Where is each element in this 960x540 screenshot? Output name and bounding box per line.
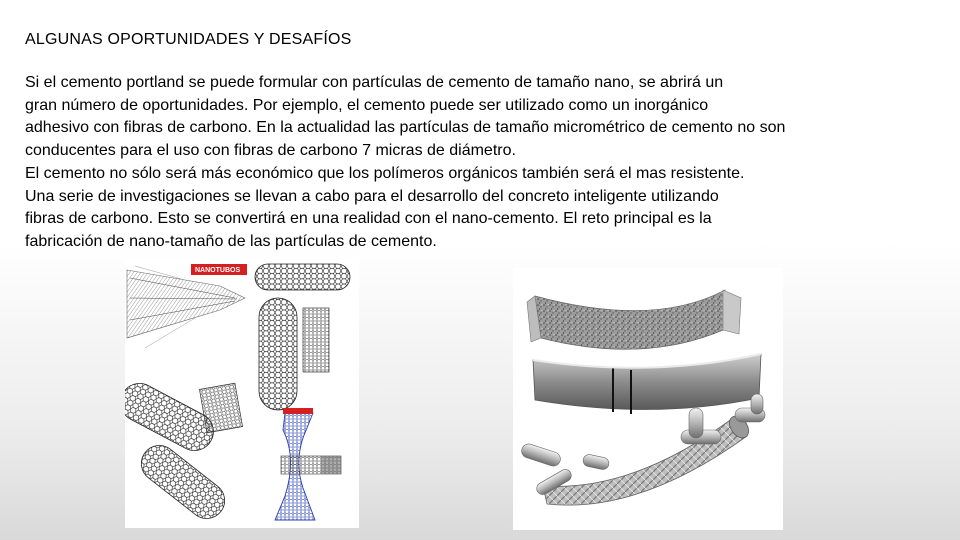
nanotubes-label (191, 264, 247, 275)
slide-title: ALGUNAS OPORTUNIDADES Y DESAFÍOS (25, 31, 352, 48)
nanotube-capsule-graphic (255, 264, 350, 290)
curved-metal-band-graphic (533, 354, 761, 414)
nanotube-small-graphic (303, 308, 329, 372)
nanotube-striped-graphic (199, 383, 242, 433)
speckled-cement-slab-graphic (527, 290, 741, 349)
paragraph-line: Si el cemento portland se puede formular con partículas de cemento de tamaño nano, se abrirá un (25, 74, 724, 91)
paragraph-line: fibras de carbono. Esto se convertirá en una realidad con el nano-cemento. El reto principal es la (25, 210, 712, 228)
paragraph-line: El cemento no sólo será más económico que los polímeros orgánicos también será el mas resistente. (25, 164, 745, 182)
nanotube-vertical-graphic (259, 298, 297, 410)
paragraph-line: gran número de oportunidades. Por ejemplo, el cemento puede ser utilizado como un inorgánico (25, 96, 709, 114)
braided-fiber-tube-graphic (520, 394, 765, 505)
paragraph-line: Una serie de investigaciones se llevan a cabo para el desarrollo del concreto inteligente utilizando (25, 187, 719, 205)
paragraph-line: adhesivo con fibras de carbono. En la actualidad las partículas de tamaño micrométrico de cemento no son (25, 119, 786, 137)
paragraph-line: fabricación de nano-tamaño de las partículas de cemento. (25, 232, 437, 250)
slide-body (25, 72, 925, 254)
nanotubes-image (125, 258, 359, 528)
nanotube-bundle-graphic (127, 266, 245, 348)
nanotube-junction-graphic (275, 408, 341, 520)
nanotube-lower-graphic (134, 438, 232, 525)
cement-nanotube-composite-image (513, 268, 783, 530)
nanotubes-label-text: NANOTUBOS (195, 267, 241, 274)
paragraph-line: conducentes para el uso con fibras de carbono 7 micras de diámetro. (25, 142, 516, 160)
